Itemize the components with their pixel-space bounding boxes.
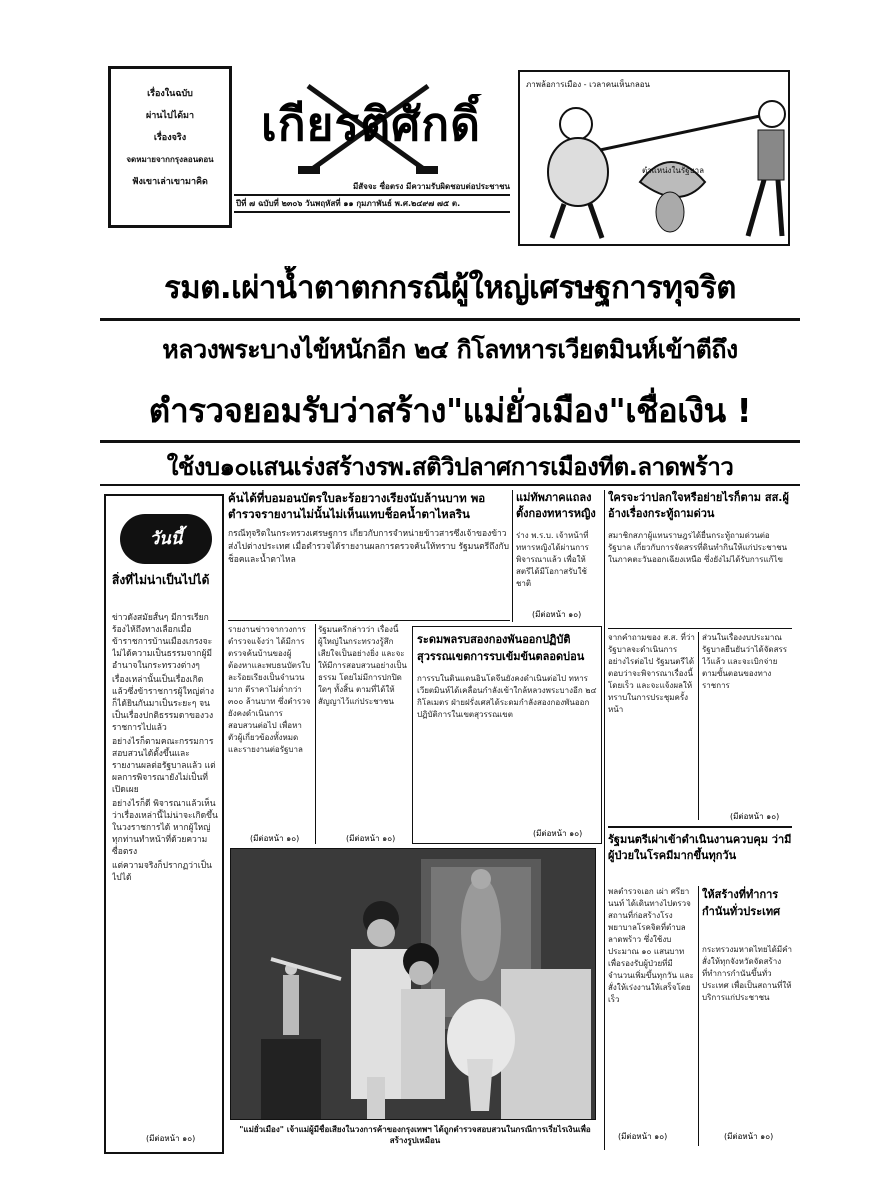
column-rule [698,886,699,1146]
newspaper-title: เกียรติศักดิ์ [260,97,482,151]
narrow-story-headline: แม่ทัพภาคแถลง ตั้งกองทหารหญิง [516,491,596,520]
issue-line: ปีที่ ๗ ฉบับที่ ๒๓๐๖ วันพฤหัสที่ ๑๑ กุมภาพันธ์ พ.ศ.๒๔๙๗ ๗๕ ต. [236,199,461,208]
headline-rule [100,318,800,321]
headline-1: รมต.เผ่าน้ำตาตกกรณีผู้ใหญ่เศรษฐการทุจริต [164,270,736,306]
left-column-paragraph: แต่ความจริงก็ปรากฏว่าเป็นไปได้ [112,861,212,883]
right-story1-col1: จากคำถามของ ส.ส. ที่ว่ารัฐบาลจะดำเนินการอย่างไรต่อไป รัฐมนตรีได้ตอบว่าจะพิจารณาเรื่องนี้โดยเร็ว และจะแจ้งผลให้ทราบในการประชุมครั้งหน้า [608,633,695,714]
right-story1-body: สมาชิกสภาผู้แทนราษฎรได้ยื่นกระทู้ถามด่วนต่อรัฐบาล เกี่ยวกับการจัดสรรที่ดินทำกินให้แก่ประชาชนในภาคตะวันออกเฉียงเหนือ ซึ่งยังไม่ได้รับการแก้ไข [608,531,788,564]
teaser-line: ผ่านไปได้มา [145,111,195,121]
continued-note: (มีต่อหน้า ๑๐) [250,834,300,843]
cartoon-caption: ภาพล้อการเมือง - เวลาคนเห็นกลอน [526,80,651,89]
column-b-body: รัฐมนตรีกล่าวว่า เรื่องนี้ผู้ใหญ่ในกระทรวงรู้สึกเสียใจเป็นอย่างยิ่ง และจะให้มีการสอบสวนอย่างเป็นธรรม โดยไม่มีการปกปิดใดๆ ทั้งสิ้น ตามที่ได้ให้สัญญาไว้แก่ประชาชน [318,625,407,706]
right-story2-body: พลตำรวจเอก เผ่า ศรียานนท์ ได้เดินทางไปตรวจสถานที่ก่อสร้างโรงพยาบาลโรคจิตที่ตำบลลาดพร้าว ซึ่งใช้งบประมาณ ๑๐ แสนบาท เพื่อรองรับผู้ป่วยที่มีจำนวนเพิ่มขึ้นทุกวัน และสั่งให้เร่งงานให้เสร็จโดยเร็ว [608,887,694,1004]
teaser-line: เรื่องในฉบับ [147,89,193,99]
left-column-body [112,612,218,1128]
photo-caption: "แม่ยั่วเมือง" เจ้าแม่ผู้มีชื่อเสียงในวงการค้าของกรุงเทพฯ ได้ถูกตำรวจสอบสวนในกรณีการเรี่ยไรเงินเพื่อสร้างรูปเหมือน [239,1125,591,1145]
continued-note: (มีต่อหน้า ๑๐) [146,1134,196,1143]
left-column-paragraph: เรื่องเหล่านั้นเป็นเรื่องเกิดแล้วซึ่งข้าราชการผู้ใหญ่ต่างก็ได้ยินกันมาเป็นระยะๆ จนเป็นเรื่องปกติธรรมดาของวงราชการไปแล้ว [112,675,214,733]
column-rule [698,632,699,820]
left-column-title: สิ่งที่ไม่น่าเป็นไปได้ [112,573,210,587]
headline-3: ตำรวจยอมรับว่าสร้าง"แม่ยั่วเมือง"เชื่อเงิน ! [148,391,752,430]
column-rule [608,826,792,828]
left-column-paragraph: อย่างไรก็ดี พิจารณาแล้วเห็นว่าเรื่องเหล่านี้ไม่น่าจะเกิดขึ้นในวงราชการได้ หากผู้ใหญ่ทุกท่านทำหน้าที่ด้วยความซื่อตรง [112,799,218,857]
column-rule [228,620,510,621]
masthead-rule [234,194,510,196]
mid-article-headline: ระดมพลรบสองกองพันออกปฏิบัติ สุวรรณเขตการรบเข้มข้นตลอดบ่อน [417,633,585,663]
continued-note: (มีต่อหน้า ๑๐) [346,834,396,843]
teaser-line: จดหมายจากกรุงลอนดอน [126,155,214,164]
today-badge [120,514,212,564]
right-story1-headline: ใครจะว่าปลกใจหรือย่ายไรก็ตาม สส.ผู้อ้างเรื่องกระทู้ถามด่วน [608,491,789,520]
headline-rule [100,440,800,443]
narrow-story-body: ร่าง พ.ร.บ. เจ้าหน้าที่ทหารหญิงได้ผ่านการพิจารณาแล้ว เพื่อให้สตรีได้มีโอกาสรับใช้ชาติ [516,531,589,588]
column-rule [608,628,792,629]
continued-note: (มีต่อหน้า ๑๐) [618,1132,668,1141]
right-story3-body: กระทรวงมหาดไทยได้มีคำสั่งให้ทุกจังหวัดจัดสร้างที่ทำการกำนันขึ้นทั่วประเทศ เพื่อเป็นสถานที่ให้บริการแก่ประชาชน [702,945,792,1002]
today-badge-label: วันนี้ [149,529,183,549]
continued-note: (มีต่อหน้า ๑๐) [730,812,780,821]
headline-rule [100,484,800,486]
right-story1-col2: ส่วนในเรื่องงบประมาณ รัฐบาลยืนยันว่าได้จัดสรรไว้แล้ว และจะเบิกจ่ายตามขั้นตอนของทางราชการ [702,633,788,690]
masthead-logo [238,80,504,180]
left-column-paragraph: อย่างไรก็ตามคณะกรรมการสอบสวนได้ตั้งขึ้นและรายงานผลต่อรัฐบาลแล้ว แต่ผลการพิจารณายังไม่เป็นที่เปิดเผย [112,737,216,795]
masthead-motto: มีสัจจะ ซื่อตรง มีความรับผิดชอบต่อประชาชน [353,182,510,191]
column-a-body: รายงานข่าวจากวงการตำรวจแจ้งว่า ได้มีการตรวจค้นบ้านของผู้ต้องหาและพบธนบัตรใบละร้อยเรียงเป็นจำนวนมาก ตีราคาไม่ต่ำกว่า ๓๐๐ ล้านบาท ซึ่งตำรวจยังคงดำเนินการสอบสวนต่อไป เพื่อหาตัวผู้เกี่ยวข้องทั้งหมด และรายงานต่อรัฐบาล [228,625,311,754]
cartoon-sack-label: ตำแหน่งในรัฐบาล [641,166,705,175]
column-rule [604,490,605,1150]
mid-article-box [412,626,602,844]
cartoon-drawing [520,72,788,244]
teaser-line: เรื่องจริง [153,133,187,143]
political-cartoon [518,70,790,246]
column-rule [315,624,316,844]
news-photo [230,848,596,1120]
mid-article-body: การรบในดินแดนอินโดจีนยังคงดำเนินต่อไป ทหารเวียตมินห์ได้เคลื่อนกำลังเข้าใกล้หลวงพระบางอีก ๒๔ กิโลเมตร ฝ่ายฝรั่งเศสได้ระดมกำลังสองกองพันออกปฏิบัติการในเขตสุวรรณเขต [417,674,597,719]
continued-note: (มีต่อหน้า ๑๐) [533,829,583,838]
right-story3-headline: ให้สร้างที่ทำการ กำนันทั่วประเทศ [702,888,781,918]
teaser-line: ฟังเขาเล่าเขามาคิด [132,177,208,187]
teaser-box [108,66,232,228]
continued-note: (มีต่อหน้า ๑๐) [724,1132,774,1141]
photo-scene [231,849,596,1120]
right-story2-headline: รัฐมนตรีเผ่าเข้าดำเนินงานควบคุม ว่ามีผู้ป่วยในโรคมีมากขึ้นทุกวัน [608,833,792,862]
article-top-headline: ค้นได้ที่บอมอนบัตรใบละร้อยวางเรียงนับล้านบาท พอตำรวจรายงานไม่นั้นไม่เห็นแทบช็อคน้ำตาไหลริน [228,491,486,521]
article-top-body: กรณีทุจริตในกระทรวงเศรษฐการ เกี่ยวกับการจำหน่ายข้าวสารซึ่งเจ้าของข้าวส่งไปต่างประเทศ เมื่อตำรวจได้รายงานผลการตรวจค้นให้ทราบ รัฐมนตรีถึงกับช็อคและน้ำตาไหล [228,529,510,565]
left-column-box [104,494,224,1154]
left-column-paragraph: ข่าวดังสมัยสั้นๆ มีการเรียกร้องไห้ถึงทางเลือกเมื่อข้าราชการบ้านเมืองเกรงจะไม่ได้ความเป็นธรรมจากผู้มีอำนาจในกระทรวงต่างๆ [112,613,213,671]
column-rule [512,490,513,622]
continued-note: (มีต่อหน้า ๑๐) [532,610,582,619]
headline-2: หลวงพระบางไข้หนักอีก ๒๔ กิโลทหารเวียตมินห์เข้าตีถึง [162,335,738,364]
masthead-rule [234,211,510,213]
headline-4: ใช้งบ๑๐แสนเร่งสร้างรพ.สติวิปลาศการเมืองทีต.ลาดพร้าว [166,453,734,481]
